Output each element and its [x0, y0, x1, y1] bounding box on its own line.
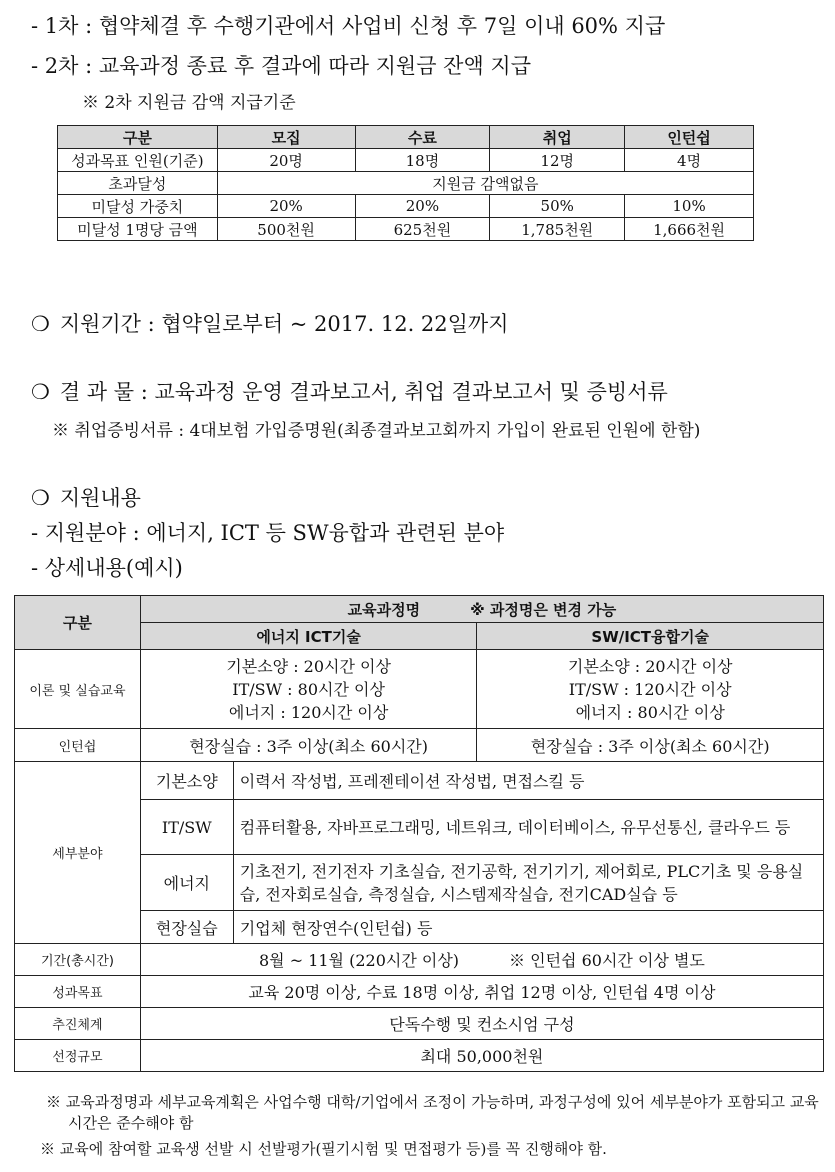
table-row: [15, 976, 824, 1008]
course-header-note: ※ 과정명은 변경 가능: [470, 600, 617, 619]
table-cell: 20명: [217, 149, 355, 172]
table-row: [58, 195, 754, 218]
table-header-row: [58, 126, 754, 149]
header-cell: 구분: [15, 596, 141, 650]
footnote-2: ※ 교육에 참여할 교육생 선발 시 선발평가(필기시험 및 면접평가 등)를 꼭 진행해야 함.: [40, 1140, 607, 1158]
header-cell: 수료: [355, 126, 490, 149]
period-note: ※ 인턴쉽 60시간 이상 별도: [509, 951, 705, 970]
deliverables-text: 결 과 물 : 교육과정 운영 결과보고서, 취업 결과보고서 및 증빙서류: [59, 380, 668, 404]
detail-name: 에너지: [140, 855, 233, 911]
header-cell: 인턴쉽: [625, 126, 754, 149]
table-row: [58, 172, 754, 195]
cell-line: 에너지 : 80시간 이상: [575, 702, 725, 722]
detail-name: 현장실습: [140, 911, 233, 944]
support-period-text: 지원기간 : 협약일로부터 ~ 2017. 12. 22일까지: [59, 312, 509, 336]
cell-line: 에너지 : 120시간 이상: [228, 702, 389, 722]
table-cell: 현장실습 : 3주 이상(최소 60시간): [140, 729, 477, 762]
table-cell: 10%: [625, 195, 754, 218]
table-cell: 최대 50,000천원: [140, 1040, 823, 1072]
table-cell: [140, 944, 823, 976]
table-cell: 625천원: [355, 218, 490, 241]
table-cell: 1,785천원: [490, 218, 625, 241]
row-label: 이론 및 실습교육: [15, 650, 141, 729]
header-cell: 취업: [490, 126, 625, 149]
support-content: [31, 482, 141, 512]
header-cell: 구분: [58, 126, 218, 149]
support-field: - 지원분야 : 에너지, ICT 등 SW융합과 관련된 분야: [31, 521, 505, 545]
curriculum-table: [14, 595, 824, 1072]
row-label: 인턴쉽: [15, 729, 141, 762]
table-row: [15, 1040, 824, 1072]
table-cell: 단독수행 및 컨소시엄 구성: [140, 1008, 823, 1040]
header-cell: SW/ICT융합기술: [477, 623, 824, 650]
table-cell: 18명: [355, 149, 490, 172]
table-cell: 12명: [490, 149, 625, 172]
support-detail: - 상세내용(예시): [31, 556, 183, 580]
table-header-row: [15, 596, 824, 623]
table-cell: 20%: [355, 195, 490, 218]
payment-first: - 1차 : 협약체결 후 수행기관에서 사업비 신청 후 7일 이내 60% 지급: [31, 14, 666, 38]
header-cell: 에너지 ICT기술: [140, 623, 477, 650]
period-value: 8월 ~ 11월 (220시간 이상): [258, 951, 460, 970]
support-content-text: 지원내용: [59, 486, 141, 510]
footnote-1: ※ 교육과정명과 세부교육계획은 사업수행 대학/기업에서 조정이 가능하며, 과정구성에 있어 세부분야가 포함되고 교육시간은 준수해야 함: [46, 1093, 819, 1132]
row-label: 선정규모: [15, 1040, 141, 1072]
table-row: [15, 1008, 824, 1040]
cell-line: 기본소양 : 20시간 이상: [226, 656, 391, 676]
detail-text: 기초전기, 전기전자 기초실습, 전기공학, 전기기기, 제어회로, PLC기초 및 응용실습, 전자회로실습, 측정실습, 시스템제작실습, 전기CAD실습 등: [233, 855, 823, 911]
row-label: 초과달성: [58, 172, 218, 195]
header-cell: 모집: [217, 126, 355, 149]
table-cell: 교육 20명 이상, 수료 18명 이상, 취업 12명 이상, 인턴쉽 4명 이상: [140, 976, 823, 1008]
cell-line: IT/SW : 120시간 이상: [568, 679, 732, 699]
detail-text: 이력서 작성법, 프레젠테이션 작성법, 면접스킬 등: [233, 762, 823, 800]
table-cell: 1,666천원: [625, 218, 754, 241]
table-cell: 4명: [625, 149, 754, 172]
reduction-table: [57, 125, 754, 241]
row-label: 기간(총시간): [15, 944, 141, 976]
course-header: [140, 596, 823, 623]
circle-bullet-icon: ❍: [31, 486, 50, 510]
cell-line: 기본소양 : 20시간 이상: [567, 656, 733, 676]
table-row: [15, 650, 824, 729]
detail-name: IT/SW: [140, 800, 233, 855]
table-cell: 현장실습 : 3주 이상(최소 60시간): [477, 729, 824, 762]
row-label: 미달성 가중치: [58, 195, 218, 218]
table-cell: 20%: [217, 195, 355, 218]
circle-bullet-icon: ❍: [31, 312, 50, 336]
row-label: 미달성 1명당 금액: [58, 218, 218, 241]
table-row: [15, 944, 824, 976]
table-cell: [140, 650, 477, 729]
table-row: [58, 218, 754, 241]
row-label: 세부분야: [15, 762, 141, 944]
table-row: [58, 149, 754, 172]
detail-text: 기업체 현장연수(인턴쉽) 등: [233, 911, 823, 944]
payment-second: - 2차 : 교육과정 종료 후 결과에 따라 지원금 잔액 지급: [31, 54, 532, 78]
row-label: 추진체계: [15, 1008, 141, 1040]
table-row: [15, 729, 824, 762]
reduction-note: ※ 2차 지원금 감액 지급기준: [82, 93, 296, 113]
circle-bullet-icon: ❍: [31, 380, 50, 404]
deliverables-note: ※ 취업증빙서류 : 4대보험 가입증명원(최종결과보고회까지 가입이 완료된 인원에 한함): [52, 421, 701, 441]
table-cell: 지원금 감액없음: [217, 172, 753, 195]
support-period: [31, 308, 509, 338]
detail-name: 기본소양: [140, 762, 233, 800]
deliverables: [31, 376, 668, 406]
row-label: 성과목표 인원(기준): [58, 149, 218, 172]
cell-line: IT/SW : 80시간 이상: [232, 679, 385, 699]
row-label: 성과목표: [15, 976, 141, 1008]
table-cell: 50%: [490, 195, 625, 218]
table-row: [15, 762, 824, 800]
table-cell: [477, 650, 824, 729]
table-cell: 500천원: [217, 218, 355, 241]
course-header-label: 교육과정명: [347, 600, 421, 619]
detail-text: 컴퓨터활용, 자바프로그래밍, 네트워크, 데이터베이스, 유무선통신, 클라우드 등: [233, 800, 823, 855]
